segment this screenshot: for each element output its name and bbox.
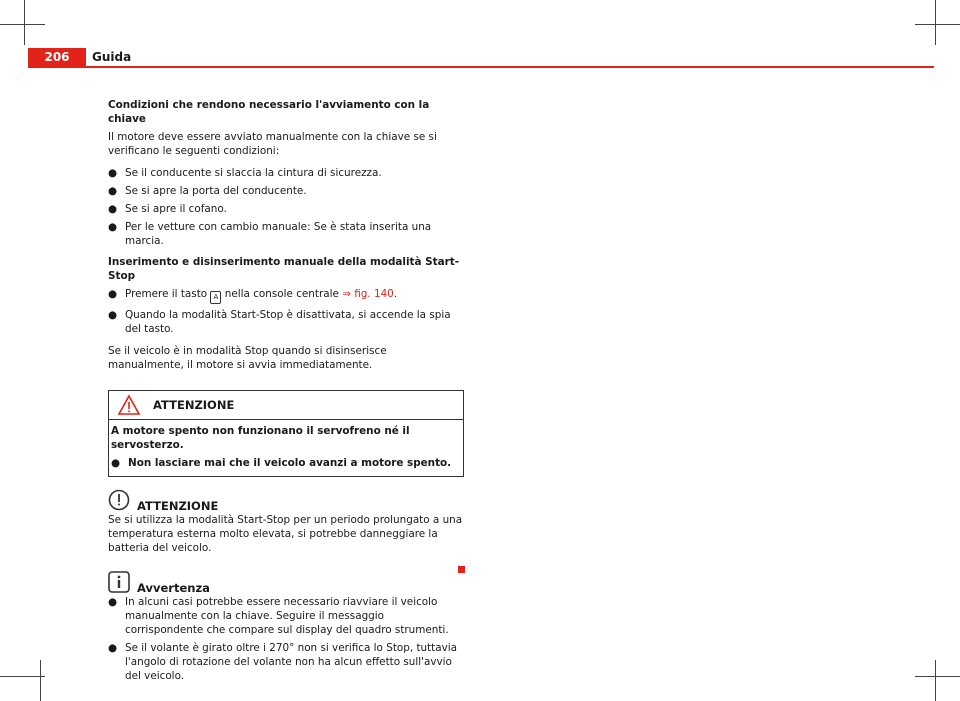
list-item: ● Per le vetture con cambio manuale: Se è stata inserita una marcia. bbox=[108, 221, 432, 247]
list-item: ● Se il volante è girato oltre i 270° non si verifica lo Stop, tuttavia l'angolo di rotazione del volante non ha alcun effetto sull'avvio del veicolo. bbox=[108, 642, 458, 682]
list-item: ● In alcuni casi potrebbe essere necessario riavviare il veicolo manualmente con la chiave. Seguire il messaggio corrispondente che compare sul display del quadro strumenti. bbox=[108, 596, 449, 636]
page-number: 206 bbox=[28, 48, 86, 67]
paragraph: Se il veicolo è in modalità Stop quando si disinserisce manualmente, il motore si avvia immediatamente. bbox=[108, 345, 387, 371]
section-heading: Inserimento e disinserimento manuale della modalità Start-Stop bbox=[108, 256, 460, 282]
paragraph: Il motore deve essere avviato manualmente con la chiave se si verificano le seguenti condizioni: bbox=[108, 131, 437, 157]
note-header bbox=[108, 571, 464, 595]
figure-link[interactable]: ⇒ fig. 140 bbox=[342, 288, 394, 300]
crop-mark bbox=[915, 676, 960, 677]
bullet-icon: ● bbox=[108, 596, 118, 608]
bullet-icon: ● bbox=[108, 185, 118, 197]
section-heading: Condizioni che rendono necessario l'avviamento con la chiave bbox=[108, 99, 430, 125]
bullet-icon: ● bbox=[108, 309, 118, 321]
caution-text: Se si utilizza la modalità Start-Stop per un periodo prolungato a una temperatura esterna molto elevata, si potrebbe danneggiare la batteria del veicolo. bbox=[108, 514, 463, 554]
header-rule bbox=[28, 66, 934, 68]
main-content bbox=[108, 98, 464, 687]
bullet-icon: ● bbox=[108, 203, 118, 215]
crop-mark bbox=[935, 0, 936, 45]
bullet-icon: ● bbox=[108, 288, 118, 300]
list-item: ● Se si apre il cofano. bbox=[108, 203, 227, 215]
bullet-icon: ● bbox=[108, 642, 118, 654]
list-item: ● Quando la modalità Start-Stop è disattivata, si accende la spia del tasto. bbox=[108, 309, 451, 335]
warning-text: A motore spento non funzionano il servofreno né il servosterzo. bbox=[111, 425, 410, 451]
section-end-marker bbox=[458, 566, 465, 573]
crop-mark bbox=[0, 24, 45, 25]
list-item: ● Premere il tasto A nella console centrale ⇒ fig. 140. bbox=[108, 287, 464, 304]
crop-mark bbox=[0, 676, 45, 677]
crop-mark bbox=[915, 24, 960, 25]
bullet-icon: ● bbox=[111, 457, 121, 469]
warning-triangle-icon bbox=[117, 394, 141, 416]
warning-box-header bbox=[109, 391, 463, 420]
warning-box bbox=[108, 390, 464, 477]
crop-mark bbox=[935, 660, 936, 701]
bullet-icon: ● bbox=[108, 167, 118, 179]
caution-icon bbox=[108, 489, 130, 511]
caution-title: ATTENZIONE bbox=[137, 499, 219, 513]
list-item: ● Non lasciare mai che il veicolo avanzi a motore spento. bbox=[111, 457, 452, 469]
page-title: Guida bbox=[92, 50, 132, 64]
note-title: Avvertenza bbox=[137, 581, 210, 595]
start-stop-key-icon: A bbox=[210, 291, 221, 304]
warning-title: ATTENZIONE bbox=[153, 398, 235, 412]
info-icon bbox=[108, 571, 130, 593]
crop-mark bbox=[24, 0, 25, 45]
list-item: ● Se il conducente si slaccia la cintura di sicurezza. bbox=[108, 167, 382, 179]
list-item: ● Se si apre la porta del conducente. bbox=[108, 185, 307, 197]
caution-header bbox=[108, 489, 464, 513]
crop-mark bbox=[40, 660, 41, 701]
bullet-icon: ● bbox=[108, 221, 118, 233]
warning-body bbox=[109, 420, 463, 476]
